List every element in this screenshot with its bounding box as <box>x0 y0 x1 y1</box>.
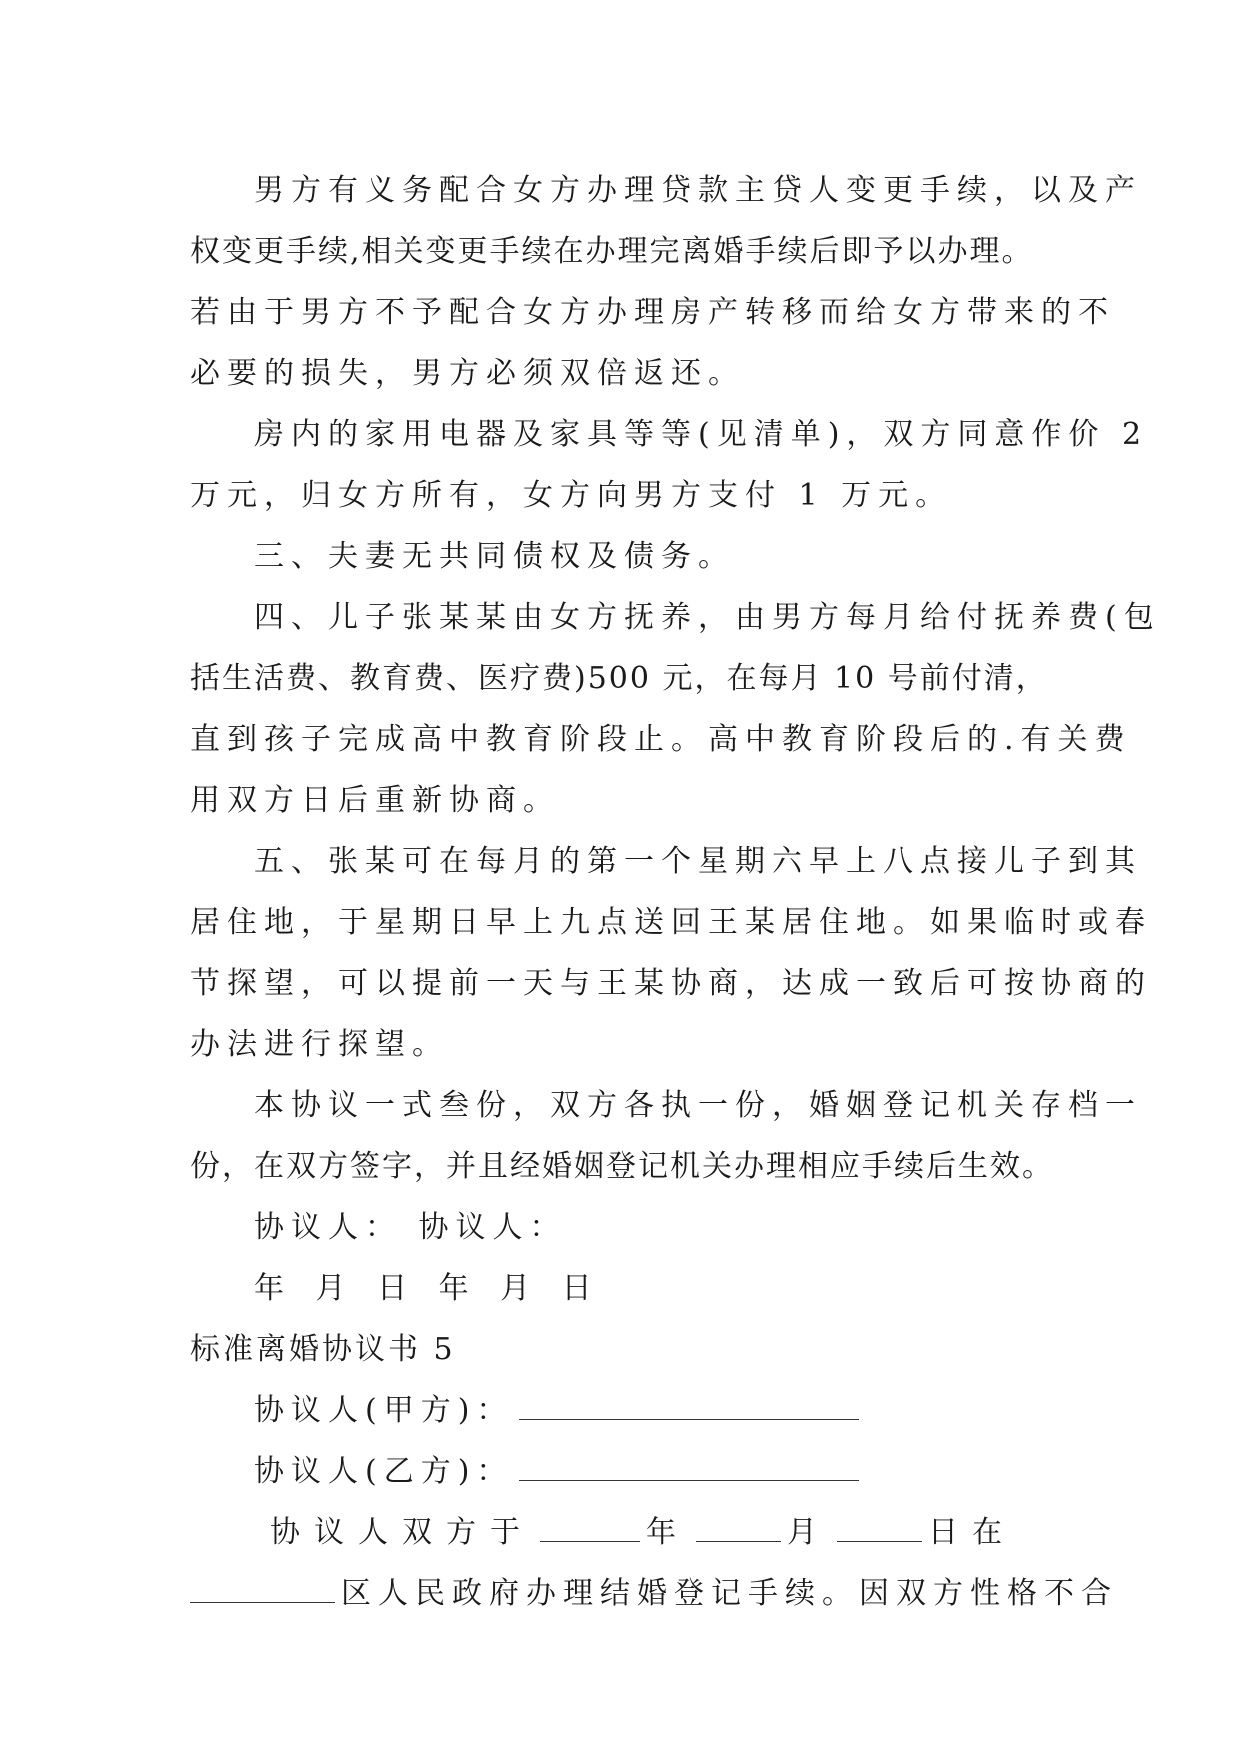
marriage-date-line <box>190 1502 1090 1563</box>
paragraph-line: 房内的家用电器及家具等等(见清单)，双方同意作价 2 <box>254 417 1149 452</box>
party-a-line <box>190 1380 1090 1441</box>
party-b-label: 协议人(乙方)： <box>254 1454 514 1489</box>
paragraph-line: 括生活费、教育费、医疗费)500 元，在每月 10 号前付清， <box>190 661 1048 696</box>
marriage-date-prefix: 协议人双方于 <box>270 1515 534 1550</box>
paragraph-line: 办法进行探望。 <box>190 1027 449 1062</box>
party-b-line <box>190 1441 1090 1502</box>
year-blank <box>540 1519 640 1542</box>
document-body <box>190 160 1161 1624</box>
paragraph-line: 男方有义务配合女方办理贷款主贷人变更手续，以及产 <box>254 173 1142 208</box>
paragraph-line: 四、儿子张某某由女方抚养，由男方每月给付抚养费(包 <box>254 600 1161 635</box>
paragraph-line: 直到孩子完成高中教育阶段止。高中教育阶段后的.有关费 <box>190 722 1132 757</box>
paragraph-line: 权变更手续,相关变更手续在办理完离婚手续后即予以办理。 <box>190 234 1034 269</box>
paragraph-line: 居住地，于星期日早上九点送回王某居住地。如果临时或春 <box>190 905 1152 940</box>
date-placeholder-line: 年 月 日 年 月 日 <box>254 1271 599 1306</box>
party-b-blank <box>519 1458 859 1481</box>
paragraph-line: 本协议一式叁份，双方各执一份，婚姻登记机关存档一 <box>254 1088 1142 1123</box>
party-a-label: 协议人(甲方)： <box>254 1393 514 1428</box>
year-label: 年 <box>646 1515 690 1550</box>
paragraph-line: 用双方日后重新协商。 <box>190 783 560 818</box>
paragraph-line: 节探望，可以提前一天与王某协商，达成一致后可按协商的 <box>190 966 1152 1001</box>
paragraph-line: 份，在双方签字，并且经婚姻登记机关办理相应手续后生效。 <box>190 1149 1054 1184</box>
paragraph-line: 五、张某可在每月的第一个星期六早上八点接儿子到其 <box>254 844 1142 879</box>
paragraph-line: 必要的损失，男方必须双倍返还。 <box>190 356 745 391</box>
day-blank <box>837 1519 922 1542</box>
month-blank <box>696 1519 781 1542</box>
paragraph-line: 万元，归女方所有，女方向男方支付 1 万元。 <box>190 478 953 513</box>
district-blank <box>190 1580 335 1603</box>
month-label: 月 <box>787 1515 831 1550</box>
registration-line <box>190 1563 1118 1624</box>
party-a-blank <box>519 1397 859 1420</box>
signatory-line: 协议人： 协议人： <box>254 1210 567 1245</box>
day-label: 日在 <box>928 1515 1016 1550</box>
paragraph-line: 若由于男方不予配合女方办理房产转移而给女方带来的不 <box>190 295 1115 330</box>
paragraph-line: 三、夫妻无共同债权及债务。 <box>254 539 735 574</box>
registration-text: 区人民政府办理结婚登记手续。因双方性格不合 <box>341 1576 1118 1611</box>
section-heading: 标准离婚协议书 5 <box>190 1332 456 1367</box>
